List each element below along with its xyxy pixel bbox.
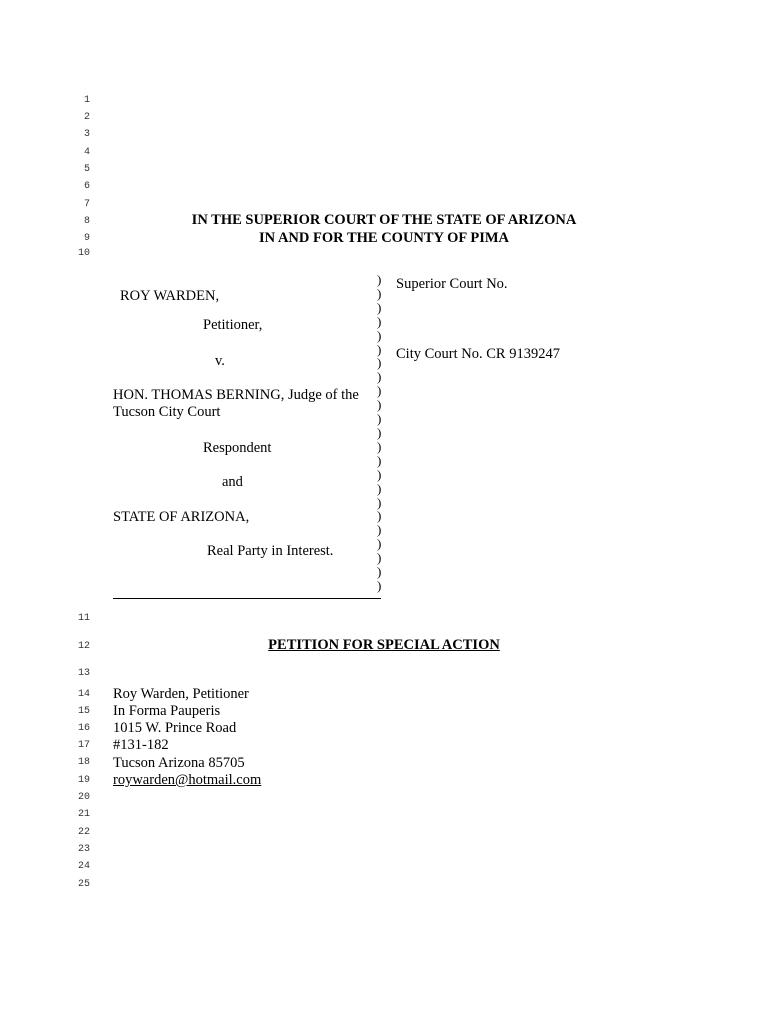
- document-title: [0, 637, 768, 654]
- line-number: 19: [77, 775, 90, 786]
- signature-email-link[interactable]: roywarden@hotmail.com: [113, 772, 262, 788]
- real-party-name: STATE OF ARIZONA,: [113, 509, 250, 525]
- respondent-name-line1: HON. THOMAS BERNING, Judge of the: [113, 387, 359, 403]
- line-number: 7: [83, 199, 90, 210]
- line-number: 17: [77, 740, 90, 751]
- signature-city: Tucson Arizona 85705: [113, 755, 245, 771]
- petitioner-name: ROY WARDEN,: [120, 288, 220, 304]
- line-number: 24: [77, 861, 90, 872]
- line-number: 14: [77, 689, 90, 700]
- conjunction-and: and: [222, 474, 243, 490]
- line-number: 5: [83, 164, 90, 175]
- line-number: 8: [83, 216, 90, 227]
- signature-address1: 1015 W. Prince Road: [113, 720, 237, 736]
- caption-rule: [113, 598, 381, 599]
- line-number: 20: [77, 792, 90, 803]
- versus-label: v.: [215, 353, 225, 369]
- line-number: 10: [77, 248, 90, 259]
- real-party-role: Real Party in Interest.: [207, 543, 334, 559]
- line-number: 18: [77, 757, 90, 768]
- superior-court-number: Superior Court No.: [396, 276, 508, 292]
- line-number: 12: [77, 641, 90, 652]
- petitioner-role: Petitioner,: [203, 317, 263, 333]
- line-number: 25: [77, 879, 90, 890]
- line-number: 16: [77, 723, 90, 734]
- respondent-role: Respondent: [203, 440, 272, 456]
- caption-parenthesis-column: ) ) ) ) ) ) ) ) ) ) ) ) ) ) ) ) ) ) ) ) ) ) ): [377, 272, 382, 593]
- signature-status: In Forma Pauperis: [113, 703, 221, 719]
- respondent-name-line2: Tucson City Court: [113, 404, 221, 420]
- line-number: 4: [83, 147, 90, 158]
- line-number: 21: [77, 809, 90, 820]
- line-number: 11: [77, 613, 90, 624]
- line-number: 1: [83, 95, 90, 106]
- line-number: 9: [83, 233, 90, 244]
- signature-name: Roy Warden, Petitioner: [113, 686, 249, 702]
- line-number: 2: [83, 112, 90, 123]
- court-name-line1: IN THE SUPERIOR COURT OF THE STATE OF ARIZONA: [191, 212, 577, 228]
- line-number: 13: [77, 668, 90, 679]
- signature-address2: #131-182: [113, 737, 169, 753]
- line-number: 23: [77, 844, 90, 855]
- line-number: 6: [83, 181, 90, 192]
- document-title-text: PETITION FOR SPECIAL ACTION: [268, 637, 500, 653]
- line-number: 15: [77, 706, 90, 717]
- court-name-line2: IN AND FOR THE COUNTY OF PIMA: [259, 230, 509, 246]
- line-number: 22: [77, 827, 90, 838]
- city-court-number: City Court No. CR 9139247: [396, 346, 560, 362]
- line-number: 3: [83, 129, 90, 140]
